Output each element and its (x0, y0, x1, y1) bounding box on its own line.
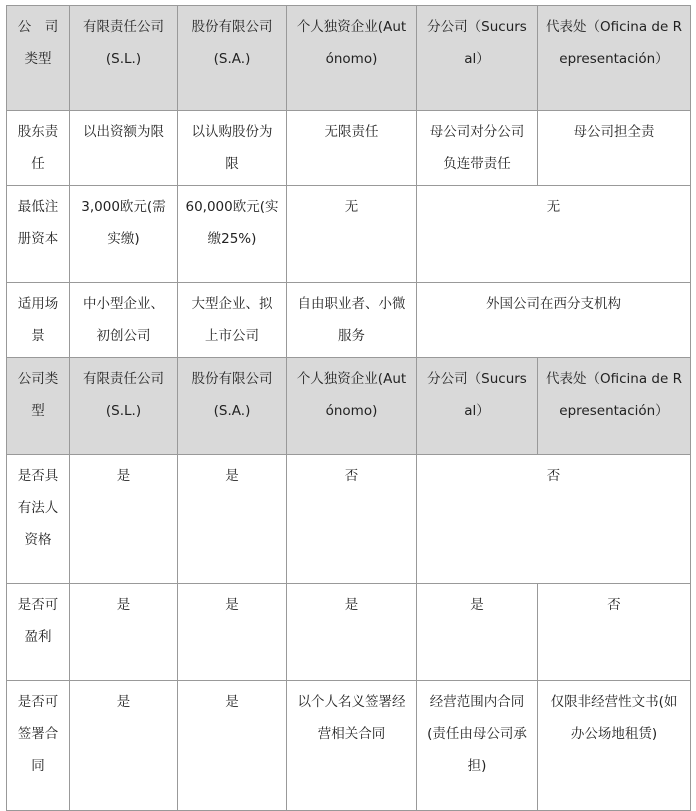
table-cell: 无 (417, 186, 691, 283)
company-types-table (6, 5, 691, 811)
header-cell: 公司类型 (7, 358, 70, 455)
table-cell: 大型企业、拟上市公司 (178, 283, 287, 358)
table-cell: 60,000欧元(实缴25%) (178, 186, 287, 283)
table-header-row (7, 6, 691, 111)
header-cell: 个人独资企业(Autónomo) (287, 6, 417, 111)
table-cell: 是 (70, 584, 178, 681)
table-cell: 外国公司在西分支机构 (417, 283, 691, 358)
header-cell: 分公司（Sucursal） (417, 6, 538, 111)
table-cell: 是 (287, 584, 417, 681)
header-cell: 股份有限公司(S.A.) (178, 358, 287, 455)
table-header-row (7, 358, 691, 455)
table-cell: 母公司对分公司负连带责任 (417, 111, 538, 186)
header-cell: 有限责任公司(S.L.) (70, 6, 178, 111)
row-label: 适用场景 (7, 283, 70, 358)
header-cell: 有限责任公司(S.L.) (70, 358, 178, 455)
row-label: 是否具有法人资格 (7, 455, 70, 584)
row-label: 是否可盈利 (7, 584, 70, 681)
table-cell: 是 (70, 681, 178, 811)
table-cell: 母公司担全责 (538, 111, 691, 186)
table-cell: 否 (538, 584, 691, 681)
table-cell: 是 (178, 584, 287, 681)
table-cell: 否 (417, 455, 691, 584)
table-row (7, 584, 691, 681)
table-cell: 仅限非经营性文书(如办公场地租赁) (538, 681, 691, 811)
table-cell: 否 (287, 455, 417, 584)
header-cell: 个人独资企业(Autónomo) (287, 358, 417, 455)
table-cell: 3,000欧元(需实缴) (70, 186, 178, 283)
table-cell: 是 (178, 681, 287, 811)
row-label: 最低注册资本 (7, 186, 70, 283)
header-cell: 分公司（Sucursal） (417, 358, 538, 455)
table-cell: 以认购股份为限 (178, 111, 287, 186)
table-cell: 自由职业者、小微服务 (287, 283, 417, 358)
table-cell: 无 (287, 186, 417, 283)
header-cell: 股份有限公司(S.A.) (178, 6, 287, 111)
table-cell: 以个人名义签署经营相关合同 (287, 681, 417, 811)
table-row (7, 455, 691, 584)
table-cell: 是 (178, 455, 287, 584)
table-row (7, 111, 691, 186)
table-cell: 以出资额为限 (70, 111, 178, 186)
header-cell: 公 司类型 (7, 6, 70, 111)
table-cell: 中小型企业、初创公司 (70, 283, 178, 358)
table-cell: 是 (70, 455, 178, 584)
table-row (7, 186, 691, 283)
row-label: 是否可签署合同 (7, 681, 70, 811)
header-cell: 代表处（Oficina de Representación） (538, 358, 691, 455)
table-row (7, 283, 691, 358)
table-cell: 无限责任 (287, 111, 417, 186)
row-label: 股东责任 (7, 111, 70, 186)
table-row (7, 681, 691, 811)
header-cell: 代表处（Oficina de Representación） (538, 6, 691, 111)
table-cell: 是 (417, 584, 538, 681)
table-cell: 经营范围内合同(责任由母公司承担) (417, 681, 538, 811)
